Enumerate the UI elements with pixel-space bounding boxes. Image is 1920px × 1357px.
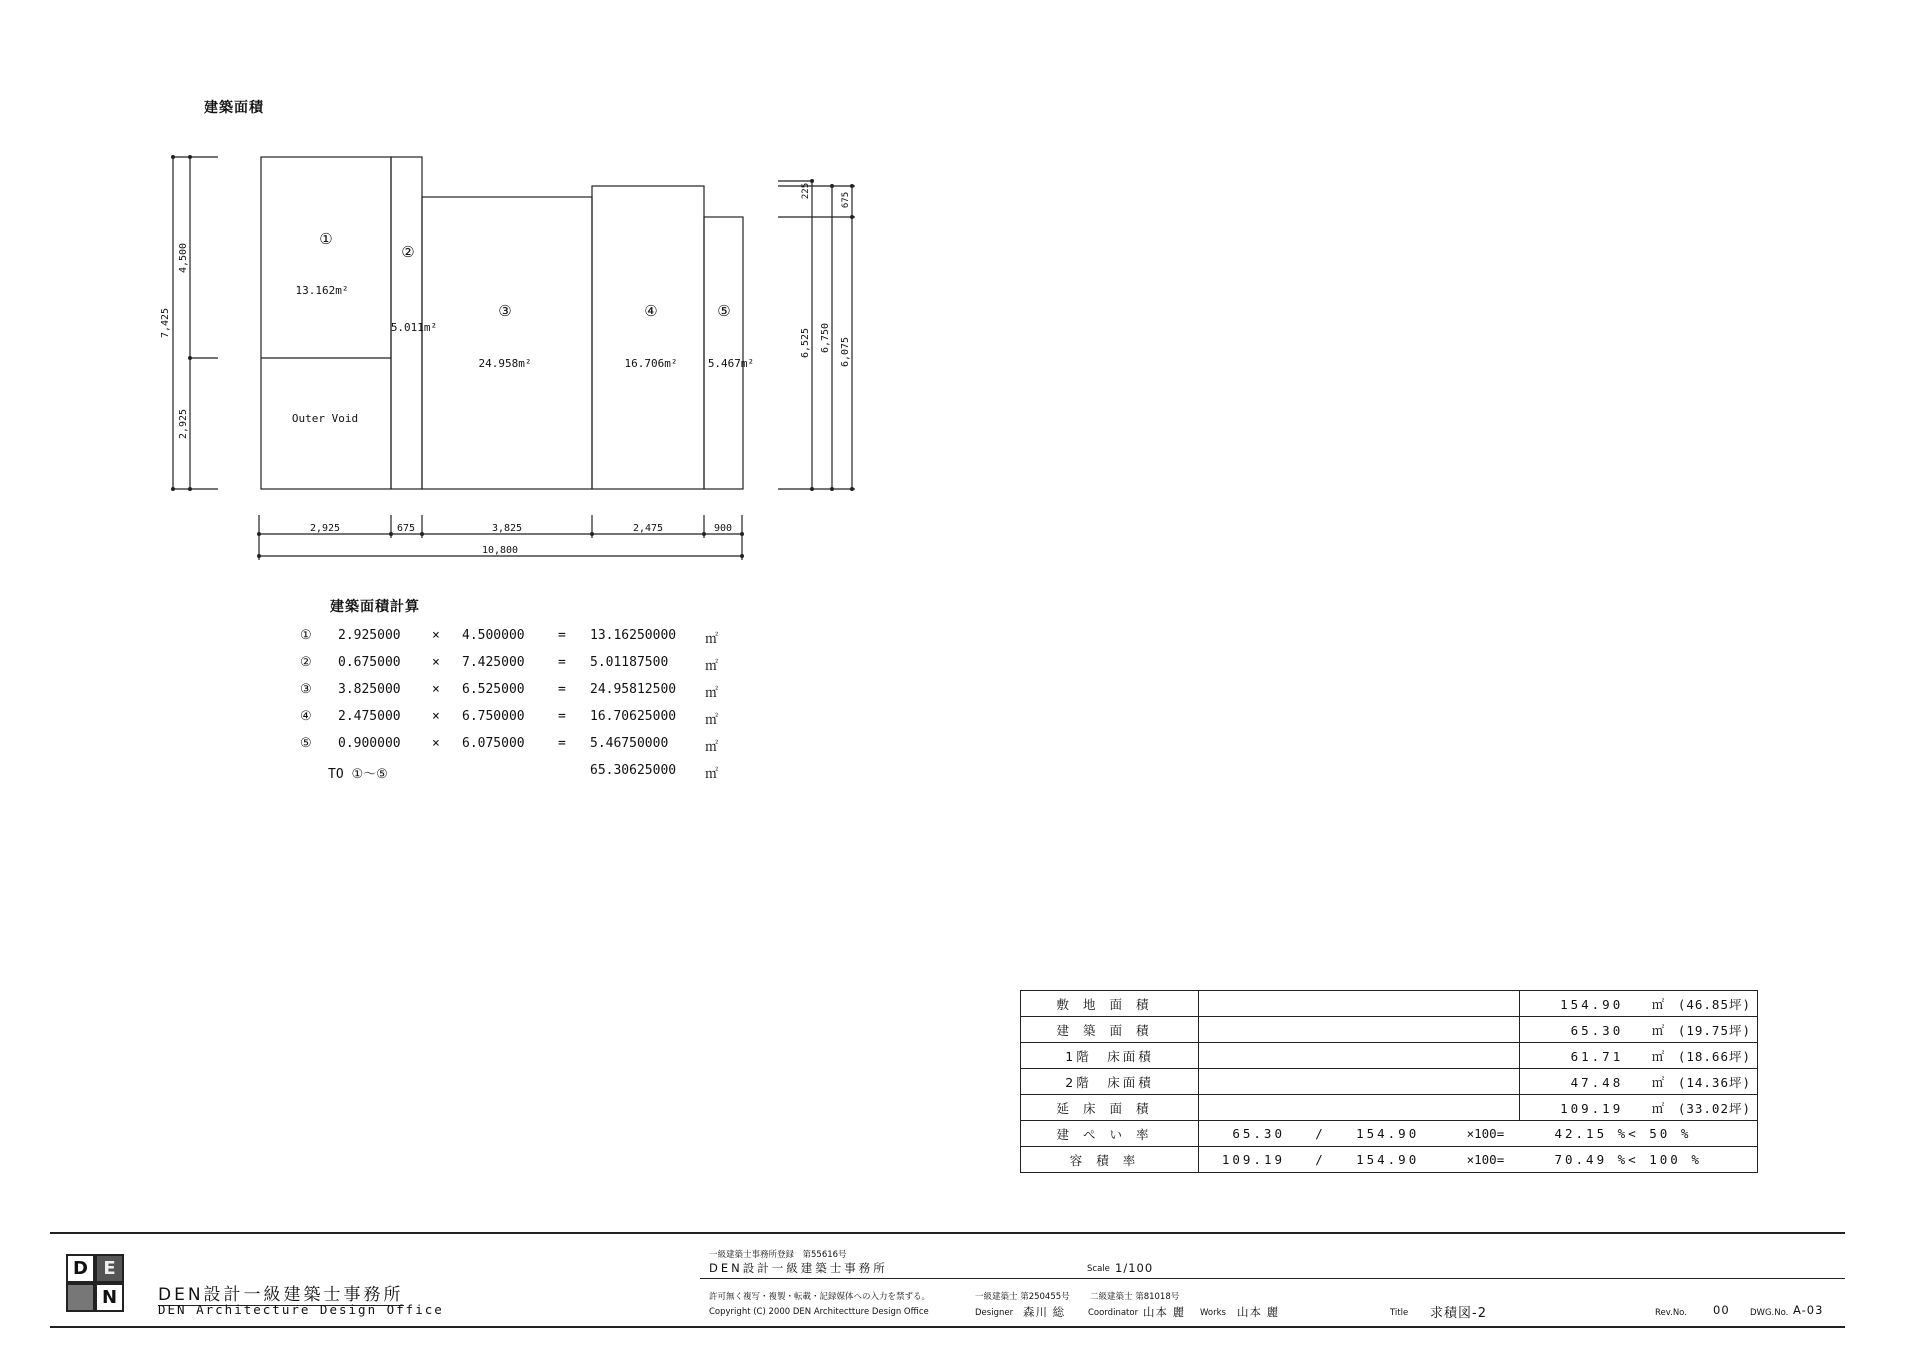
- calc-op: ×: [432, 709, 440, 724]
- zone-5-number: ⑤: [717, 302, 731, 320]
- calc-b: 6.525000: [462, 682, 525, 697]
- copy-notice: 許可無く複写・複製・転載・記録媒体への入力を禁ずる。: [709, 1292, 931, 1302]
- calc-op: ×: [432, 628, 440, 643]
- summary-tsubo: (18.66坪): [1677, 1048, 1751, 1064]
- dim-right-225: 225: [801, 182, 811, 200]
- calc-a: 0.675000: [338, 655, 401, 670]
- logo-letter-d: D: [66, 1254, 95, 1283]
- ratio-limit: 100: [1649, 1152, 1681, 1167]
- zone-3-area: 24.958m²: [478, 357, 532, 370]
- zone-1-number: ①: [319, 230, 333, 248]
- rev-label: Rev.No.: [1655, 1308, 1687, 1318]
- summary-row: [1021, 991, 1758, 1017]
- summary-value: 47.48: [1570, 1074, 1624, 1090]
- ratio-formula: [1199, 1121, 1758, 1147]
- summary-unit: ㎡: [1651, 1022, 1668, 1038]
- calc-a: 0.900000: [338, 736, 401, 751]
- dim-bottom-3: 3,825: [491, 523, 523, 534]
- scale-value: 1/100: [1115, 1261, 1154, 1275]
- works-name: 山本 麗: [1237, 1305, 1280, 1319]
- calc-total-label: TO ①～⑤: [328, 767, 388, 782]
- dim-bottom-1: 2,925: [309, 523, 341, 534]
- calc-eq: =: [558, 736, 566, 751]
- ratio-result: 42.15: [1554, 1126, 1608, 1141]
- calc-result: 24.95812500: [590, 682, 677, 697]
- summary-value-cell: [1520, 991, 1758, 1017]
- dim-left-lower: 2,925: [178, 408, 189, 440]
- ratio-label: 建ぺい率: [1021, 1121, 1199, 1147]
- ratio-pct: %: [1680, 1126, 1692, 1141]
- summary-label: 敷地面積: [1021, 991, 1199, 1017]
- summary-label: 建築面積: [1021, 1017, 1199, 1043]
- calc-no: ③: [300, 682, 312, 697]
- summary-blank: [1199, 1017, 1520, 1043]
- dim-bottom-4: 2,475: [632, 523, 664, 534]
- dwg-label: DWG.No.: [1750, 1308, 1789, 1318]
- summary-row: [1021, 1017, 1758, 1043]
- firm-name-en: DEN Architecture Design Office: [158, 1302, 444, 1317]
- summary-label: 1階 床面積: [1021, 1043, 1199, 1069]
- rev-number: 00: [1713, 1303, 1730, 1317]
- calc-no: ⑤: [300, 736, 312, 751]
- calc-unit: ㎡: [705, 632, 719, 647]
- dim-right-6525: 6,525: [800, 327, 811, 359]
- designer-name: 森川 総: [1023, 1305, 1066, 1319]
- calc-unit: ㎡: [705, 659, 719, 674]
- calc-b: 7.425000: [462, 655, 525, 670]
- calc-eq: =: [558, 682, 566, 697]
- designer-label: Designer: [975, 1308, 1014, 1318]
- ratio-cmp: %<: [1617, 1126, 1639, 1141]
- calc-total-unit: ㎡: [705, 767, 719, 782]
- title-block-top-rule: [50, 1232, 1845, 1234]
- area-plan-drawing: [0, 0, 960, 600]
- copyright: Copyright (C) 2000 DEN Architectture Design Office: [709, 1307, 929, 1317]
- works-label: Works: [1200, 1308, 1226, 1318]
- calc-eq: =: [558, 709, 566, 724]
- summary-tsubo: (14.36坪): [1677, 1074, 1751, 1090]
- zone-3-outline: [422, 197, 592, 489]
- zone-1-outline: [261, 157, 391, 489]
- summary-value: 109.19: [1560, 1100, 1624, 1116]
- zone-5-area: 5.467m²: [707, 357, 755, 370]
- calc-unit: ㎡: [705, 686, 719, 701]
- calc-result: 5.46750000: [590, 736, 669, 751]
- ratio-mult: ×100=: [1466, 1152, 1505, 1167]
- coordinator-name: 山本 麗: [1143, 1305, 1186, 1319]
- calc-op: ×: [432, 682, 440, 697]
- calc-op: ×: [432, 655, 440, 670]
- calc-b: 4.500000: [462, 628, 525, 643]
- summary-value: 61.71: [1570, 1048, 1624, 1064]
- area-summary-table: [1020, 990, 1758, 1173]
- title-block: [50, 1232, 1845, 1328]
- zone-4-outline: [592, 186, 704, 489]
- summary-blank: [1199, 1095, 1520, 1121]
- title-block-bottom-rule: [50, 1326, 1845, 1328]
- drawing-title: 求積図-2: [1430, 1306, 1487, 1321]
- calc-result: 16.70625000: [590, 709, 677, 724]
- summary-value-cell: [1520, 1069, 1758, 1095]
- summary-value: 65.30: [1570, 1022, 1624, 1038]
- summary-tsubo: (46.85坪): [1677, 996, 1751, 1012]
- calc-a: 2.925000: [338, 628, 401, 643]
- registration-number: 一級建築士事務所登録 第55616号: [709, 1250, 847, 1260]
- zone-1-area: 13.162m²: [295, 284, 349, 297]
- calc-unit: ㎡: [705, 740, 719, 755]
- calc-b: 6.075000: [462, 736, 525, 751]
- dim-right-675: 675: [841, 191, 851, 209]
- dim-left-total: 7,425: [160, 307, 171, 339]
- license-first-class: 一級建築士 第250455号: [975, 1292, 1070, 1302]
- summary-value: 154.90: [1560, 996, 1624, 1012]
- logo-pattern-tile: [66, 1283, 95, 1312]
- logo-letter-n: N: [95, 1283, 124, 1312]
- logo-letter-e: E: [95, 1254, 124, 1283]
- summary-row: [1021, 1043, 1758, 1069]
- calc-a: 3.825000: [338, 682, 401, 697]
- calc-result: 5.01187500: [590, 655, 669, 670]
- summary-blank: [1199, 991, 1520, 1017]
- summary-unit: ㎡: [1651, 1074, 1668, 1090]
- den-logo: [66, 1254, 124, 1314]
- coordinator-label: Coordinator: [1088, 1308, 1139, 1318]
- calc-op: ×: [432, 736, 440, 751]
- calc-eq: =: [558, 655, 566, 670]
- calculation-title: 建築面積計算: [330, 599, 420, 615]
- summary-unit: ㎡: [1651, 1100, 1668, 1116]
- ratio-limit: 50: [1649, 1126, 1671, 1141]
- outer-void-label: Outer Void: [291, 412, 359, 425]
- ratio-den: 154.90: [1356, 1152, 1420, 1167]
- dim-bottom-2: 675: [396, 523, 416, 534]
- summary-blank: [1199, 1043, 1520, 1069]
- dim-right-6075: 6,075: [840, 336, 851, 368]
- dwg-number: A-03: [1793, 1303, 1824, 1317]
- zone-5-outline: [704, 217, 743, 489]
- office-name: DEN設計一級建築士事務所: [709, 1261, 888, 1275]
- summary-unit: ㎡: [1651, 996, 1668, 1012]
- ratio-row: [1021, 1121, 1758, 1147]
- zone-2-number: ②: [401, 243, 415, 261]
- dim-right-6750: 6,750: [820, 322, 831, 354]
- summary-value-cell: [1520, 1017, 1758, 1043]
- summary-value-cell: [1520, 1043, 1758, 1069]
- summary-tsubo: (33.02坪): [1677, 1100, 1751, 1116]
- summary-label: 延床面積: [1021, 1095, 1199, 1121]
- ratio-result: 70.49: [1554, 1152, 1608, 1167]
- calc-b: 6.750000: [462, 709, 525, 724]
- calc-unit: ㎡: [705, 713, 719, 728]
- title-label: Title: [1390, 1308, 1409, 1318]
- ratio-num: 109.19: [1221, 1152, 1285, 1167]
- ratio-row: [1021, 1147, 1758, 1173]
- summary-label: 2階 床面積: [1021, 1069, 1199, 1095]
- summary-value-cell: [1520, 1095, 1758, 1121]
- ratio-label: 容積率: [1021, 1147, 1199, 1173]
- summary-blank: [1199, 1069, 1520, 1095]
- scale-label: Scale: [1087, 1264, 1110, 1274]
- drawing-section-title: 建築面積: [204, 100, 264, 116]
- calc-total-result: 65.30625000: [590, 763, 677, 778]
- summary-row: [1021, 1095, 1758, 1121]
- ratio-den: 154.90: [1356, 1126, 1420, 1141]
- zone-3-number: ③: [498, 302, 512, 320]
- ratio-slash: /: [1315, 1152, 1326, 1167]
- ratio-slash: /: [1315, 1126, 1326, 1141]
- ratio-mult: ×100=: [1466, 1126, 1505, 1141]
- calc-result: 13.16250000: [590, 628, 677, 643]
- zone-4-area: 16.706m²: [624, 357, 678, 370]
- summary-unit: ㎡: [1651, 1048, 1668, 1064]
- calc-no: ②: [300, 655, 312, 670]
- summary-row: [1021, 1069, 1758, 1095]
- calc-no: ④: [300, 709, 312, 724]
- dim-bottom-5: 900: [713, 523, 733, 534]
- zone-2-area: 5.011m²: [390, 321, 438, 334]
- zone-4-number: ④: [644, 302, 658, 320]
- license-second-class: 二級建築士 第81018号: [1090, 1292, 1180, 1302]
- calc-no: ①: [300, 628, 312, 643]
- title-block-mid-rule: [700, 1278, 1845, 1279]
- summary-tsubo: (19.75坪): [1677, 1022, 1751, 1038]
- ratio-pct: %: [1691, 1152, 1702, 1167]
- ratio-num: 65.30: [1232, 1126, 1285, 1141]
- calc-eq: =: [558, 628, 566, 643]
- ratio-cmp: %<: [1617, 1152, 1639, 1167]
- ratio-formula: [1199, 1147, 1758, 1173]
- dim-total: 10,800: [481, 545, 519, 556]
- firm-name-jp: DEN設計一級建築士事務所: [158, 1280, 404, 1306]
- calc-a: 2.475000: [338, 709, 401, 724]
- dim-left-upper: 4,500: [178, 242, 189, 274]
